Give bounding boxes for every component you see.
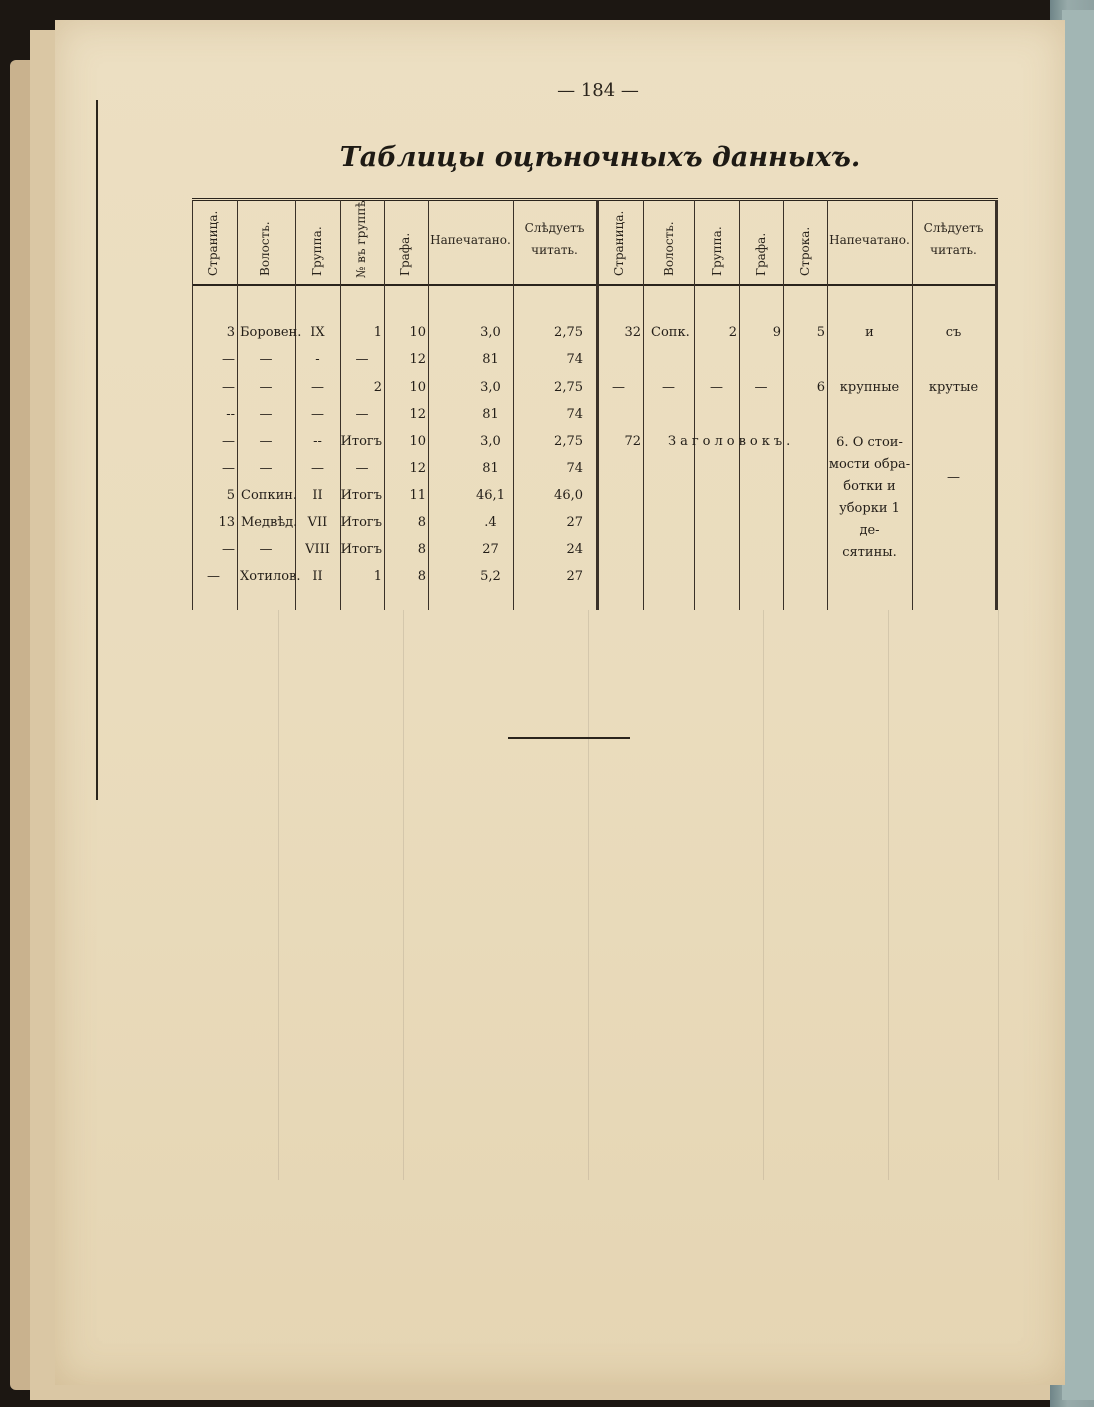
cell-printed: 81 xyxy=(482,461,499,476)
cell-volost: — xyxy=(662,380,675,395)
cell-column: 9 xyxy=(772,325,781,340)
cell-volost: — xyxy=(259,461,273,476)
table-header-rule xyxy=(192,284,998,286)
cell-page: 5 xyxy=(226,488,235,503)
cell-printed: 46,1 xyxy=(476,488,505,503)
table-center-rule xyxy=(596,200,599,610)
header-should-read-2: читать. xyxy=(930,243,977,257)
printed-line: мости обра- xyxy=(828,457,911,472)
page-number: — 184 — xyxy=(557,80,639,101)
table-rule xyxy=(643,200,644,610)
printed-line: сятины. xyxy=(842,545,897,560)
cell-printed: 3,0 xyxy=(480,325,501,340)
cell-group: - xyxy=(315,352,320,367)
cell-line: 5 xyxy=(816,325,825,340)
cell-number: Итогъ xyxy=(340,488,382,503)
cell-should-read: — xyxy=(947,470,960,485)
cell-group: VIII xyxy=(305,542,330,557)
cell-group: II xyxy=(312,488,323,503)
cell-volost: Медвѣд. xyxy=(241,515,298,530)
header-page: Страница. xyxy=(612,210,626,276)
cell-page: -- xyxy=(226,407,235,422)
cell-heading: Заголовокъ. xyxy=(668,434,795,449)
cell-volost: — xyxy=(259,352,273,367)
cell-should-read: 74 xyxy=(566,352,583,367)
cell-printed-multiline xyxy=(827,432,912,564)
header-group: Группа. xyxy=(710,226,724,276)
cell-should-read: 2,75 xyxy=(554,380,583,395)
table-right-rule xyxy=(995,200,998,610)
printed-line: ботки и xyxy=(843,479,896,494)
cell-number: — xyxy=(355,461,369,476)
cell-group: VII xyxy=(307,515,328,530)
cell-group: 2 xyxy=(728,325,737,340)
cell-page: 13 xyxy=(218,515,235,530)
header-column: Графа. xyxy=(754,232,768,276)
header-volost: Волость. xyxy=(258,221,272,276)
cell-volost: — xyxy=(259,434,273,449)
cell-printed: 3,0 xyxy=(480,434,501,449)
header-group: Группа. xyxy=(310,226,324,276)
header-should-read-1: Слѣдуетъ xyxy=(923,221,984,235)
header-should-read-1: Слѣдуетъ xyxy=(524,221,585,235)
cell-group: -- xyxy=(313,434,322,449)
table-rule xyxy=(783,200,784,610)
cell-line: 6 xyxy=(816,380,825,395)
cell-should-read: 2,75 xyxy=(554,434,583,449)
cell-should-read: 24 xyxy=(566,542,583,557)
cell-column: 12 xyxy=(409,352,426,367)
cell-number: Итогъ xyxy=(340,434,382,449)
book-cover-strip xyxy=(1062,10,1094,1400)
cell-printed: 3,0 xyxy=(480,380,501,395)
cell-volost: — xyxy=(259,380,273,395)
cell-page: — xyxy=(612,380,625,395)
cell-printed: 27 xyxy=(482,542,499,557)
cell-column: 8 xyxy=(417,542,426,557)
cell-should-read: 27 xyxy=(566,569,583,584)
cell-should-read: 74 xyxy=(566,407,583,422)
cell-number: 2 xyxy=(373,380,382,395)
cell-number: — xyxy=(355,352,369,367)
cell-page: 3 xyxy=(226,325,235,340)
cell-column: 11 xyxy=(409,488,426,503)
header-line: Строка. xyxy=(798,226,812,276)
reverse-page-bleed-through xyxy=(188,610,1000,1180)
header-column: Графа. xyxy=(398,232,412,276)
header-page: Страница. xyxy=(206,210,220,276)
table-rule xyxy=(694,200,695,610)
cell-printed: .4 xyxy=(484,515,497,530)
cell-group: — xyxy=(311,380,324,395)
page-margin-rule xyxy=(96,100,98,800)
cell-page: — xyxy=(207,569,220,584)
header-should-read-2: читать. xyxy=(531,243,578,257)
cell-column: 10 xyxy=(409,380,426,395)
cell-should-read: 46,0 xyxy=(554,488,583,503)
cell-should-read: 27 xyxy=(566,515,583,530)
cell-should-read: 2,75 xyxy=(554,325,583,340)
header-printed: Напечатано. xyxy=(430,233,511,247)
cell-number: — xyxy=(355,407,369,422)
cell-page: 32 xyxy=(624,325,641,340)
printed-line: 6. О стои- xyxy=(836,435,903,450)
cell-column: 10 xyxy=(409,434,426,449)
cell-column: 8 xyxy=(417,569,426,584)
cell-column: 10 xyxy=(409,325,426,340)
cell-should-read: крутые xyxy=(928,380,979,395)
cell-column: 8 xyxy=(417,515,426,530)
cell-volost: — xyxy=(259,407,273,422)
cell-group: IX xyxy=(310,325,325,340)
cell-volost: Боровен. xyxy=(240,325,302,340)
header-printed: Напечатано. xyxy=(829,233,910,247)
cell-volost: Сопк. xyxy=(651,325,690,340)
cell-printed: 81 xyxy=(482,352,499,367)
cell-column: 12 xyxy=(409,461,426,476)
cell-page: — xyxy=(222,542,235,557)
table-rule xyxy=(912,200,913,610)
header-volost: Волость. xyxy=(662,221,676,276)
cell-printed: и xyxy=(865,325,874,340)
cell-page: — xyxy=(222,461,235,476)
cell-volost: — xyxy=(259,542,273,557)
table-rule xyxy=(739,200,740,610)
cell-number: Итогъ xyxy=(340,542,382,557)
cell-should-read: съ xyxy=(945,325,962,340)
cell-should-read: 74 xyxy=(566,461,583,476)
cell-number: Итогъ xyxy=(340,515,382,530)
printed-line: уборки 1 де- xyxy=(839,501,900,538)
cell-group: II xyxy=(312,569,323,584)
closing-rule xyxy=(508,737,630,739)
cell-printed: 5,2 xyxy=(480,569,501,584)
cell-volost: Хотилов. xyxy=(240,569,301,584)
cell-page: — xyxy=(222,434,235,449)
cell-page: — xyxy=(222,380,235,395)
cell-group: — xyxy=(710,380,723,395)
cell-printed: крупные xyxy=(839,380,900,395)
cell-page: 72 xyxy=(624,434,641,449)
cell-printed: 81 xyxy=(482,407,499,422)
cell-group: — xyxy=(311,461,324,476)
cell-number: 1 xyxy=(373,325,382,340)
cell-volost: Сопкин. xyxy=(241,488,298,503)
header-group-number: № въ группѣ xyxy=(354,200,368,278)
cell-number: 1 xyxy=(373,569,382,584)
cell-group: — xyxy=(311,407,324,422)
cell-page: — xyxy=(222,352,235,367)
page-title: Таблицы оцѣночныхъ данныхъ. xyxy=(339,142,861,173)
cell-column: — xyxy=(754,380,768,395)
cell-column: 12 xyxy=(409,407,426,422)
